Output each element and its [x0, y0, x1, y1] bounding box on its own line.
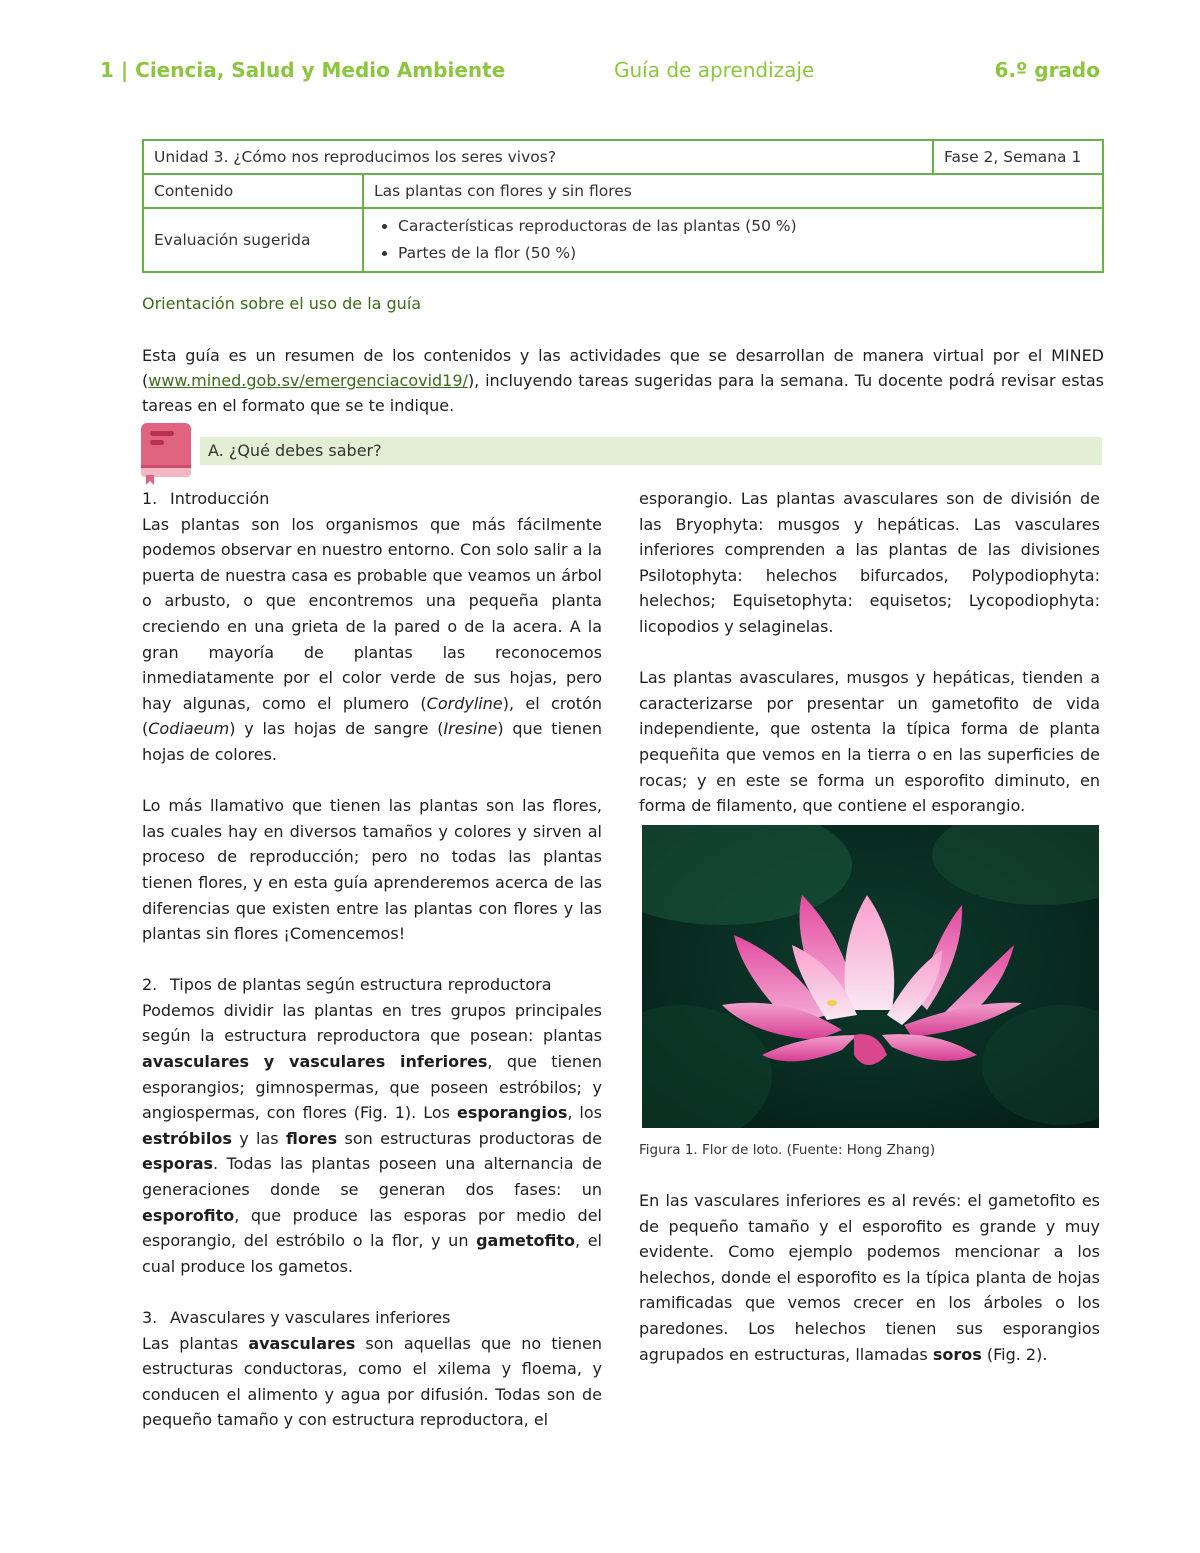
text-span: ) que tienen hojas de colores.: [142, 719, 602, 764]
orientation-title: Orientación sobre el uso de la guía: [142, 294, 422, 313]
text-span: , que produce las esporas por medio del esporangio, del estróbilo o la flor, y un: [142, 1205, 602, 1251]
text-span: ), el crotón (: [142, 693, 602, 739]
left-column: [142, 486, 602, 1433]
section-3-paragraph-2: Las plantas avasculares, musgos y hepáticas, tienden a caracterizarse por presentar un gametofito de vida independiente, que ostenta la típica forma de planta pequeñita que vemos en la tierra o en las superficies de rocas; y en este se forma un esporofito diminuto, en forma de filamento, que contiene el esporangio.: [639, 668, 1100, 816]
orientation-paragraph: [142, 343, 1104, 418]
key-term: gametofito: [476, 1231, 575, 1251]
book-icon: [138, 421, 194, 487]
orientation-text: Esta guía es un resumen de los contenidos y las actividades que se desarrollan de manera virtual por el MINED (: [142, 346, 1104, 390]
section-number: 2.: [142, 975, 158, 995]
content-label: Contenido: [143, 174, 363, 208]
section-title: Tipos de plantas según estructura reproductora: [170, 975, 552, 995]
key-term: avasculares y vasculares inferiores: [142, 1052, 488, 1072]
section-3-paragraph-1-continued: esporangio. Las plantas avasculares son de división de las Bryophyta: musgos y hepáticas. Las vasculares inferiores comprenden a las plantas de las divisiones Psilotophyta: helechos bifurcados, Polypodiophyta: helechos; Equisetophyta: equisetos; Lycopodiophyta: licopodios y selaginelas.: [639, 489, 1100, 636]
text-span: . Todas las plantas poseen una alternancia de generaciones donde se generan dos fases: un: [142, 1154, 602, 1200]
scientific-name: Cordyline: [426, 693, 503, 713]
right-column-top: [639, 486, 1100, 819]
text-span: En las vasculares inferiores es al revés: el gametofito es de pequeño tamaño y el esporofito es grande y muy evidente. Como ejemplo podemos mencionar a los helechos, donde el esporofito es la típica planta de hojas ramificadas que vemos crecer en los árboles o los paredones. Los helechos tienen sus esporangios agrupados en estructuras, llamadas: [639, 1191, 1100, 1364]
text-span: , el cual produce los gametos.: [142, 1231, 602, 1276]
evaluation-list-cell: [363, 208, 1103, 272]
mined-link[interactable]: www.mined.gob.sv/emergenciacovid19/: [148, 371, 468, 390]
scientific-name: Codiaeum: [148, 719, 230, 739]
section-number: 3.: [142, 1308, 158, 1327]
unit-info-table: [142, 139, 1104, 273]
key-term: esporofito: [142, 1205, 235, 1225]
section-a-header: A. ¿Qué debes saber?: [200, 437, 1102, 465]
evaluation-label: Evaluación sugerida: [143, 208, 363, 272]
text-span: , que tienen esporangios; gimnospermas, que poseen estróbilos; y angiospermas, con flores (Fig. 1). Los: [142, 1052, 602, 1123]
header-subject: 1 | Ciencia, Salud y Medio Ambiente: [100, 58, 506, 82]
phase-week: Fase 2, Semana 1: [933, 140, 1103, 174]
text-span: Las plantas: [142, 1333, 249, 1353]
header-guide-title: Guía de aprendizaje: [614, 58, 815, 82]
text-span: y las: [231, 1128, 286, 1148]
evaluation-item: • Características reproductoras de las plantas (50 %): [398, 213, 1092, 240]
header-grade: 6.º grado: [994, 58, 1100, 82]
key-term: esporas: [142, 1154, 214, 1174]
evaluation-list: [374, 213, 1092, 267]
section-2-heading: [142, 972, 602, 998]
text-span: son estructuras productoras de: [337, 1128, 602, 1148]
text-span: Podemos dividir las plantas en tres grupos principales según la estructura reproductora que posean: plantas: [142, 1000, 602, 1046]
key-term: soros: [932, 1344, 982, 1364]
key-term: avasculares: [248, 1333, 356, 1353]
figure-1-caption: Figura 1. Flor de loto. (Fuente: Hong Zhang): [639, 1142, 936, 1158]
text-span: son aquellas que no tienen estructuras conductoras, como el xilema y floema, y conducen el alimento y agua por difusión. Todas son de pequeño tamaño y con estructura reproductora, el: [142, 1333, 603, 1430]
text-span: Las plantas son los organismos que más fácilmente podemos observar en nuestro entorno. Con solo salir a la puerta de nuestra casa es probable que veamos un árbol o arbusto, o que encontremos una pequeña planta creciendo en una grieta de la pared o de la acera. A la gran mayoría de plantas las reconocemos inmediatamente por el color verde de sus hojas, pero hay algunas, como el plumero (: [142, 514, 602, 713]
section-title: Introducción: [170, 489, 270, 508]
section-1-paragraph-2: Lo más llamativo que tienen las plantas son las flores, las cuales hay en diversos tamaños y colores y sirven al proceso de reproducción; pero no todas las plantas tienen flores, y en esta guía aprenderemos acerca de las diferencias que existen entre las plantas con flores y las plantas sin flores ¡Comencemos!: [142, 796, 602, 944]
section-1-paragraph-1: [142, 512, 602, 768]
content-value: Las plantas con flores y sin flores: [363, 174, 1103, 208]
section-2-paragraph: [142, 998, 602, 1280]
scientific-name: Iresine: [443, 719, 498, 739]
key-term: esporangios: [456, 1103, 568, 1123]
key-term: estróbilos: [142, 1128, 232, 1148]
key-term: flores: [286, 1128, 338, 1148]
unit-title: Unidad 3. ¿Cómo nos reproducimos los seres vivos?: [143, 140, 933, 174]
section-title: Avasculares y vasculares inferiores: [170, 1308, 451, 1327]
right-column-bottom: [639, 1188, 1100, 1367]
section-3-heading: [142, 1305, 602, 1331]
evaluation-item: • Partes de la flor (50 %): [398, 240, 1092, 267]
lotus-flower-photo: [642, 825, 1099, 1128]
section-3-paragraph-1: [142, 1331, 602, 1433]
text-span: ) y las hojas de sangre (: [229, 719, 444, 739]
section-1-heading: [142, 486, 602, 512]
text-span: , los: [567, 1103, 602, 1123]
text-span: (Fig. 2).: [981, 1344, 1048, 1364]
section-3-paragraph-3: [639, 1188, 1100, 1367]
orientation-text: ), incluyendo tareas sugeridas para la semana. Tu docente podrá revisar estas tareas en el formato que se te indique.: [142, 371, 1104, 415]
section-number: 1.: [142, 489, 158, 508]
